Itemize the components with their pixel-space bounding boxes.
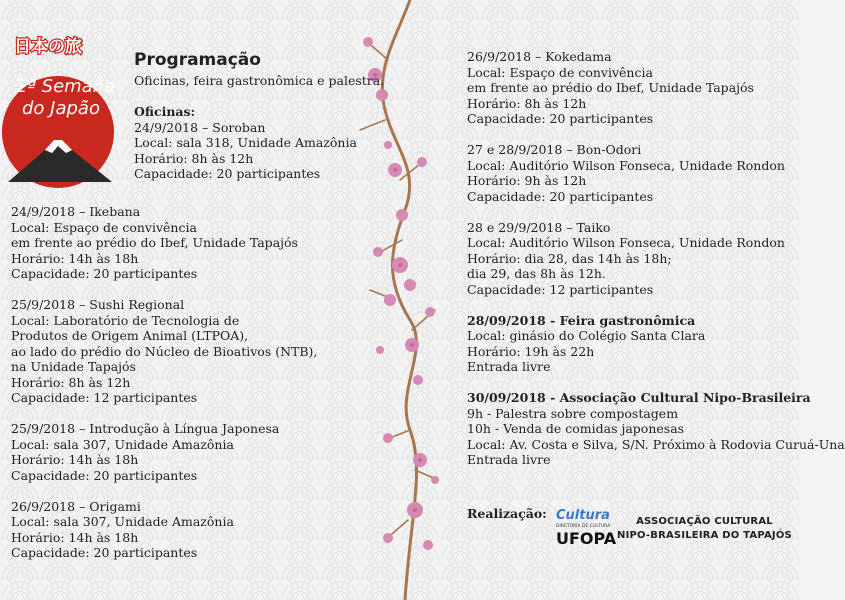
page-title: Programação [134, 50, 261, 70]
event-line: 25/9/2018 – Introdução à Língua Japonesa [11, 421, 280, 436]
event-line: 25/9/2018 – Sushi Regional [11, 297, 185, 312]
event-line: Local: Laboratório de Tecnologia de [11, 312, 240, 328]
event-block-sushi [11, 297, 317, 406]
event-line: em frente ao prédio do Ibef, Unidade Tapajós [11, 235, 298, 250]
association-logo-text [617, 515, 792, 543]
event-line: Local: Espaço de convivência [11, 219, 197, 235]
event-line: Entrada livre [467, 359, 551, 374]
cherry-blossom-branch [340, 0, 450, 600]
event-line: Horário: 14h às 18h [11, 250, 139, 266]
event-block-kokedama [467, 49, 845, 127]
section-heading: Oficinas: [134, 104, 196, 119]
event-line: na Unidade Tapajós [11, 359, 136, 374]
assoc-line1: ASSOCIAÇÃO CULTURAL [636, 516, 773, 527]
cultura-org: UFOPA [556, 529, 617, 548]
event-line: 28 e 29/9/2018 – Taiko [467, 219, 611, 235]
event-line: Local: Av. Costa e Silva, S/N. Próximo à Rodovia Curuá-Una [467, 436, 845, 452]
event-line: dia 29, das 8h às 12h. [467, 266, 606, 281]
event-line: Capacidade: 20 participantes [11, 545, 198, 560]
event-line: Horário: 8h às 12h [467, 95, 587, 111]
event-line: Capacidade: 12 participantes [467, 281, 654, 297]
event-block-bon-odori [467, 142, 845, 204]
event-line: 24/9/2018 – Ikebana [11, 204, 141, 219]
event-line: Horário: 14h às 18h [11, 529, 139, 545]
event-line: em frente ao prédio do Ibef, Unidade Tapajós [467, 80, 754, 95]
logo-event-line2: do Japão [22, 98, 100, 119]
event-line: 26/9/2018 – Origami [11, 498, 141, 514]
event-line: Produtos de Origem Animal (LTPOA), [11, 328, 249, 343]
event-line: ao lado do prédio do Núcleo de Bioativos (NTB), [11, 343, 318, 359]
event-block-association [467, 390, 845, 468]
event-line: 10h - Venda de comidas japonesas [467, 421, 685, 436]
event-line: Local: Auditório Wilson Fonseca, Unidade Rondon [467, 235, 785, 250]
event-line: Capacidade: 20 participantes [11, 266, 198, 281]
event-line: Horário: 8h às 12h [134, 150, 254, 166]
event-line: Horário: 19h às 22h [467, 343, 595, 359]
event-line: Horário: dia 28, das 14h às 18h; [467, 250, 672, 266]
logo-event-line1: 2ª Semana [16, 76, 116, 97]
event-block-taiko [467, 220, 845, 298]
event-line: 24/9/2018 – Soroban [134, 119, 266, 135]
event-line: Capacidade: 20 participantes [467, 111, 654, 126]
event-line: Local: Espaço de convivência [467, 64, 653, 80]
ufopa-cultura-logo [553, 506, 617, 548]
event-line: Local: sala 307, Unidade Amazônia [11, 514, 234, 529]
event-heading: 28/09/2018 - Feira gastronômica [467, 312, 696, 328]
cultura-word: Cultura [556, 508, 610, 523]
event-line: Capacidade: 20 participantes [11, 467, 198, 483]
event-line: Capacidade: 12 participantes [11, 390, 198, 405]
page-subtitle: Oficinas, feira gastronômica e palestra. [134, 73, 385, 88]
event-line: Horário: 9h às 12h [467, 173, 587, 188]
event-line: Local: Auditório Wilson Fonseca, Unidade Rondon [467, 157, 785, 173]
event-logo [0, 32, 125, 182]
event-line: Local: sala 307, Unidade Amazônia [11, 436, 234, 452]
left-column [11, 204, 317, 576]
event-line: Local: sala 318, Unidade Amazônia [134, 135, 357, 150]
event-line: Horário: 14h às 18h [11, 452, 139, 467]
event-line: Entrada livre [467, 452, 551, 467]
workshops-intro [134, 104, 357, 182]
right-column [467, 49, 845, 483]
event-line: Horário: 8h às 12h [11, 374, 131, 390]
event-block-ikebana [11, 204, 317, 282]
event-line: 26/9/2018 – Kokedama [467, 49, 612, 64]
event-heading: 30/09/2018 - Associação Cultural Nipo-Brasileira [467, 390, 811, 405]
event-block-japanese-language [11, 421, 317, 483]
event-line: 9h - Palestra sobre compostagem [467, 405, 679, 421]
event-block-food-fair [467, 313, 845, 375]
event-line: Capacidade: 20 participantes [134, 166, 321, 181]
footer-label: Realização: [467, 506, 547, 521]
assoc-line2: NIPO-BRASILEIRA DO TAPAJÓS [617, 530, 792, 541]
event-line: Local: ginásio do Colégio Santa Clara [467, 328, 706, 343]
cultura-sub: DIRETORIA DE CULTURA [556, 524, 611, 529]
event-block-origami [11, 499, 317, 561]
event-line: 27 e 28/9/2018 – Bon-Odori [467, 142, 642, 157]
event-line: Capacidade: 20 participantes [467, 188, 654, 204]
logo-japanese-text: 日本の旅 [14, 37, 82, 57]
